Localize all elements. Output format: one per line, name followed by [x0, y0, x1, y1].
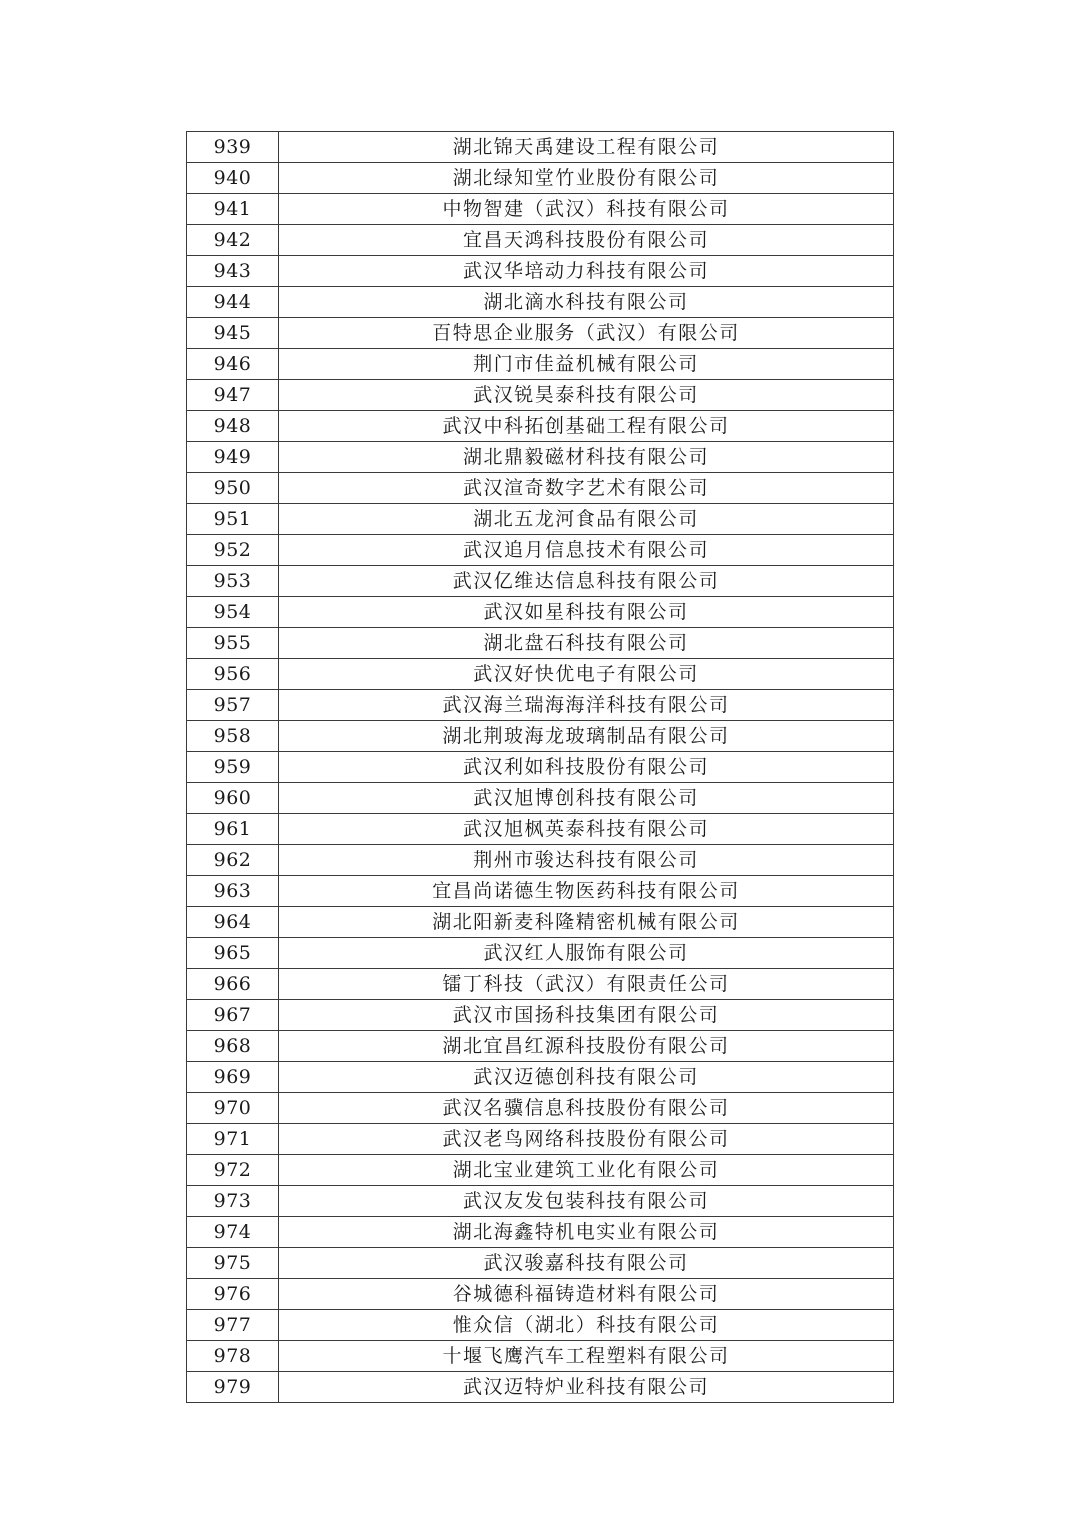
company-name-cell: 湖北滴水科技有限公司	[279, 287, 894, 318]
table-row	[187, 1279, 894, 1310]
table-row	[187, 907, 894, 938]
company-name-cell: 湖北阳新麦科隆精密机械有限公司	[279, 907, 894, 938]
company-list-table	[186, 131, 894, 1403]
company-name-cell: 宜昌尚诺德生物医药科技有限公司	[279, 876, 894, 907]
row-number-cell: 946	[187, 349, 279, 380]
row-number-cell: 957	[187, 690, 279, 721]
row-number-cell: 953	[187, 566, 279, 597]
table-row	[187, 566, 894, 597]
company-name-cell: 湖北五龙河食品有限公司	[279, 504, 894, 535]
table-row	[187, 318, 894, 349]
row-number-cell: 965	[187, 938, 279, 969]
table-row	[187, 1031, 894, 1062]
table-row	[187, 690, 894, 721]
row-number-cell: 944	[187, 287, 279, 318]
table-row	[187, 287, 894, 318]
table-row	[187, 442, 894, 473]
table-row	[187, 132, 894, 163]
row-number-cell: 976	[187, 1279, 279, 1310]
row-number-cell: 956	[187, 659, 279, 690]
company-name-cell: 武汉锐昊泰科技有限公司	[279, 380, 894, 411]
table-row	[187, 225, 894, 256]
table-row	[187, 1093, 894, 1124]
company-list-body	[187, 132, 894, 1403]
row-number-cell: 970	[187, 1093, 279, 1124]
table-row	[187, 597, 894, 628]
company-name-cell: 谷城德科福铸造材料有限公司	[279, 1279, 894, 1310]
table-row	[187, 783, 894, 814]
row-number-cell: 978	[187, 1341, 279, 1372]
row-number-cell: 962	[187, 845, 279, 876]
company-name-cell: 武汉海兰瑞海海洋科技有限公司	[279, 690, 894, 721]
table-row	[187, 1155, 894, 1186]
table-row	[187, 411, 894, 442]
row-number-cell: 972	[187, 1155, 279, 1186]
table-row	[187, 380, 894, 411]
company-name-cell: 武汉市国扬科技集团有限公司	[279, 1000, 894, 1031]
row-number-cell: 961	[187, 814, 279, 845]
row-number-cell: 969	[187, 1062, 279, 1093]
company-name-cell: 武汉老鸟网络科技股份有限公司	[279, 1124, 894, 1155]
row-number-cell: 950	[187, 473, 279, 504]
company-name-cell: 武汉迈特炉业科技有限公司	[279, 1372, 894, 1403]
company-name-cell: 武汉红人服饰有限公司	[279, 938, 894, 969]
row-number-cell: 974	[187, 1217, 279, 1248]
company-name-cell: 武汉迈德创科技有限公司	[279, 1062, 894, 1093]
table-row	[187, 256, 894, 287]
table-row	[187, 504, 894, 535]
table-row	[187, 1341, 894, 1372]
table-row	[187, 1124, 894, 1155]
company-name-cell: 镭丁科技（武汉）有限责任公司	[279, 969, 894, 1000]
table-row	[187, 535, 894, 566]
company-name-cell: 武汉中科拓创基础工程有限公司	[279, 411, 894, 442]
row-number-cell: 942	[187, 225, 279, 256]
table-row	[187, 752, 894, 783]
company-name-cell: 湖北鼎毅磁材科技有限公司	[279, 442, 894, 473]
table-row	[187, 1186, 894, 1217]
table-row	[187, 659, 894, 690]
row-number-cell: 940	[187, 163, 279, 194]
row-number-cell: 954	[187, 597, 279, 628]
table-row	[187, 969, 894, 1000]
row-number-cell: 973	[187, 1186, 279, 1217]
row-number-cell: 939	[187, 132, 279, 163]
table-row	[187, 628, 894, 659]
row-number-cell: 945	[187, 318, 279, 349]
row-number-cell: 964	[187, 907, 279, 938]
company-name-cell: 湖北绿知堂竹业股份有限公司	[279, 163, 894, 194]
row-number-cell: 955	[187, 628, 279, 659]
row-number-cell: 941	[187, 194, 279, 225]
company-name-cell: 湖北海鑫特机电实业有限公司	[279, 1217, 894, 1248]
row-number-cell: 967	[187, 1000, 279, 1031]
company-name-cell: 武汉骏嘉科技有限公司	[279, 1248, 894, 1279]
company-name-cell: 中物智建（武汉）科技有限公司	[279, 194, 894, 225]
company-name-cell: 荆门市佳益机械有限公司	[279, 349, 894, 380]
company-name-cell: 武汉追月信息技术有限公司	[279, 535, 894, 566]
company-name-cell: 武汉名骥信息科技股份有限公司	[279, 1093, 894, 1124]
company-name-cell: 湖北宜昌红源科技股份有限公司	[279, 1031, 894, 1062]
row-number-cell: 968	[187, 1031, 279, 1062]
table-row	[187, 938, 894, 969]
company-name-cell: 湖北荆玻海龙玻璃制品有限公司	[279, 721, 894, 752]
row-number-cell: 963	[187, 876, 279, 907]
row-number-cell: 949	[187, 442, 279, 473]
row-number-cell: 943	[187, 256, 279, 287]
company-name-cell: 武汉好快优电子有限公司	[279, 659, 894, 690]
company-name-cell: 武汉华培动力科技有限公司	[279, 256, 894, 287]
company-name-cell: 湖北锦天禹建设工程有限公司	[279, 132, 894, 163]
company-name-cell: 百特思企业服务（武汉）有限公司	[279, 318, 894, 349]
table-row	[187, 473, 894, 504]
table-row	[187, 194, 894, 225]
company-name-cell: 武汉友发包装科技有限公司	[279, 1186, 894, 1217]
company-name-cell: 武汉渲奇数字艺术有限公司	[279, 473, 894, 504]
table-row	[187, 1217, 894, 1248]
table-row	[187, 163, 894, 194]
company-name-cell: 湖北宝业建筑工业化有限公司	[279, 1155, 894, 1186]
company-name-cell: 武汉亿维达信息科技有限公司	[279, 566, 894, 597]
company-name-cell: 惟众信（湖北）科技有限公司	[279, 1310, 894, 1341]
table-row	[187, 721, 894, 752]
row-number-cell: 948	[187, 411, 279, 442]
company-name-cell: 武汉旭枫英泰科技有限公司	[279, 814, 894, 845]
table-row	[187, 1310, 894, 1341]
row-number-cell: 966	[187, 969, 279, 1000]
row-number-cell: 971	[187, 1124, 279, 1155]
table-row	[187, 1372, 894, 1403]
row-number-cell: 977	[187, 1310, 279, 1341]
table-row	[187, 876, 894, 907]
table-row	[187, 814, 894, 845]
table-row	[187, 1062, 894, 1093]
table-row	[187, 845, 894, 876]
row-number-cell: 960	[187, 783, 279, 814]
table-row	[187, 1248, 894, 1279]
table-row	[187, 1000, 894, 1031]
company-name-cell: 武汉如星科技有限公司	[279, 597, 894, 628]
company-name-cell: 荆州市骏达科技有限公司	[279, 845, 894, 876]
row-number-cell: 951	[187, 504, 279, 535]
row-number-cell: 947	[187, 380, 279, 411]
company-name-cell: 武汉旭博创科技有限公司	[279, 783, 894, 814]
row-number-cell: 959	[187, 752, 279, 783]
row-number-cell: 975	[187, 1248, 279, 1279]
table-row	[187, 349, 894, 380]
row-number-cell: 979	[187, 1372, 279, 1403]
company-name-cell: 十堰飞鹰汽车工程塑料有限公司	[279, 1341, 894, 1372]
company-name-cell: 湖北盘石科技有限公司	[279, 628, 894, 659]
company-name-cell: 武汉利如科技股份有限公司	[279, 752, 894, 783]
row-number-cell: 952	[187, 535, 279, 566]
row-number-cell: 958	[187, 721, 279, 752]
company-name-cell: 宜昌天鸿科技股份有限公司	[279, 225, 894, 256]
